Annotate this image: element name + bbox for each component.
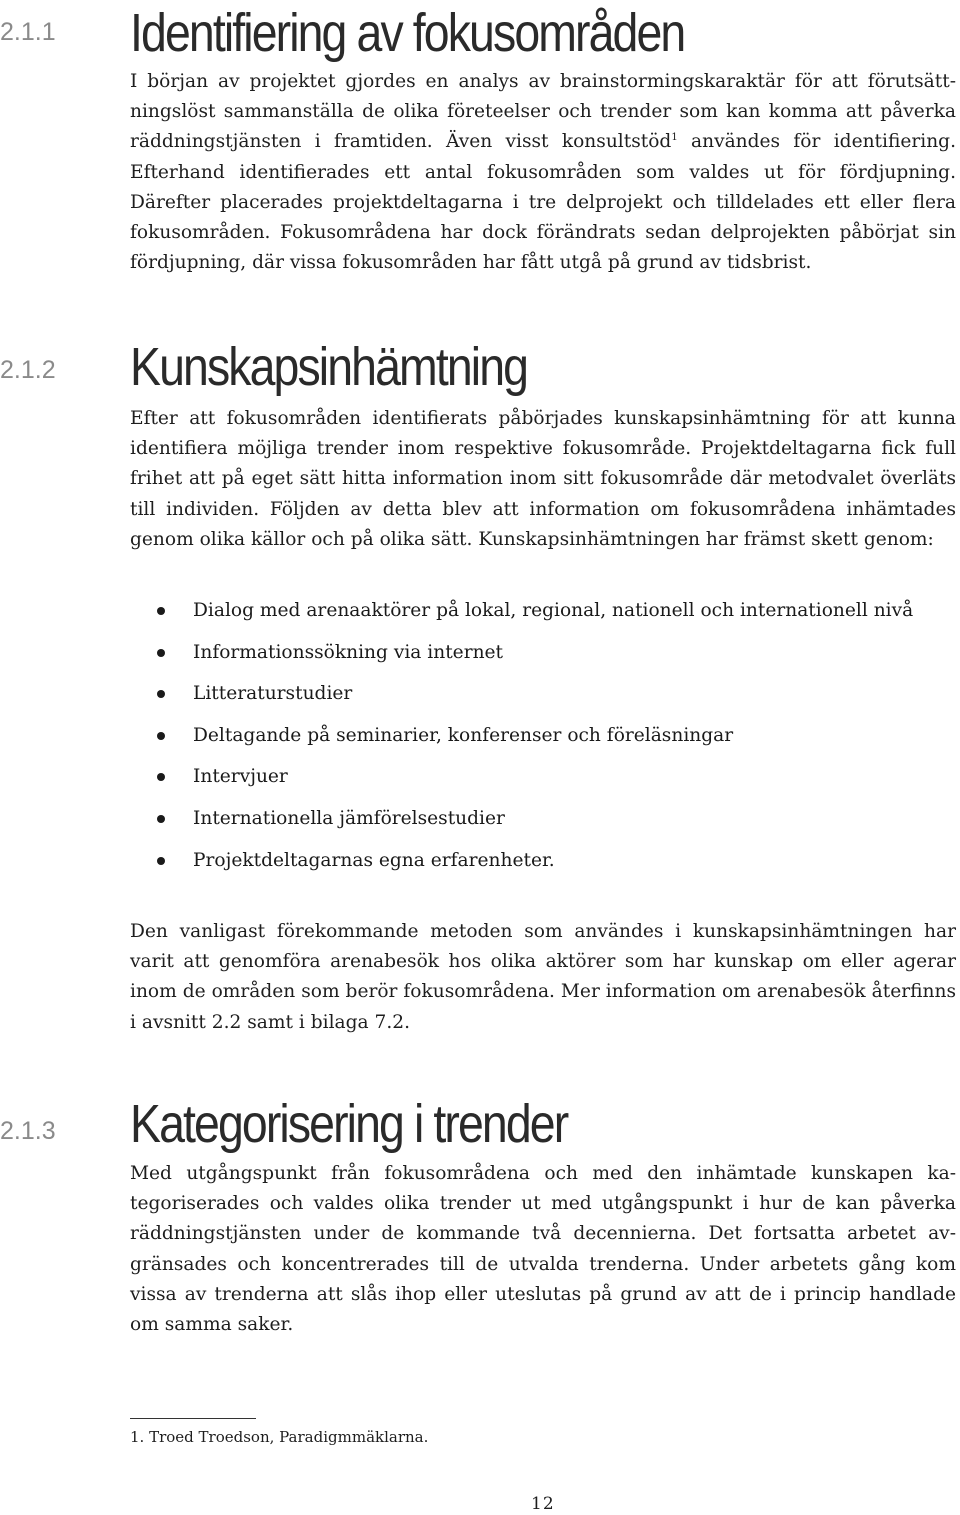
list-item: Litteraturstudier <box>130 679 956 721</box>
page-number: 12 <box>531 1494 555 1514</box>
bullet-icon <box>157 773 165 781</box>
paragraph-text: användes för identifiering. Efterhand identifierades ett antal fokusområden som valdes ut för fördjupning. Därefter placerades projektdeltagarna i tre delprojekt och tilldelades ett eller flera fokusområden. Fokusområdena har dock förändrats sedan delprojekten påbörjat sin fördjupning, där vissa fokusområden har fått utgå på grund av tidsbrist. <box>130 131 956 274</box>
bullet-icon <box>157 732 165 740</box>
section-heading: Identifiering av fokusområden <box>130 3 685 63</box>
method-list <box>130 596 956 887</box>
list-item: Internationella jämförelsestudier <box>130 804 956 846</box>
list-item: Projektdeltagarnas egna erfarenheter. <box>130 846 956 888</box>
section-paragraph <box>130 67 956 278</box>
section-number: 2.1.1 <box>0 18 56 46</box>
section-paragraph: Med utgångspunkt från fokusområdena och med den inhämtade kunskapen kategoriserades och valdes olika trender ut med utgångspunkt i hur de kan påverka räddningstjänsten under de kommande två decennierna. Det fortsatta arbetet avgränsades och koncentrerades till de utvalda trenderna. Under arbetets gång kom vissa av trenderna att slås ihop eller uteslutas på grund av att de i princip handlade om samma saker. <box>130 1163 956 1336</box>
list-item: Informationssökning via internet <box>130 638 956 680</box>
section-number: 2.1.3 <box>0 1117 56 1145</box>
section-number: 2.1.2 <box>0 356 56 384</box>
section-outro-paragraph: Den vanligast förekommande metoden som användes i kunskapsinhämtningen har varit att genomföra arenabesök hos olika aktörer som har kunskap om eller agerar inom de områden som berör fokusområdena. Mer information om arenabesök återfinns i avsnitt 2.2 samt i bilaga 7.2. <box>130 921 956 1033</box>
bullet-icon <box>157 649 165 657</box>
footnote-divider <box>130 1418 256 1419</box>
section-heading: Kunskapsinhämtning <box>130 337 528 397</box>
bullet-icon <box>157 815 165 823</box>
list-item: Deltagande på seminarier, konferenser och föreläsningar <box>130 721 956 763</box>
paragraph-text: I början av projektet gjordes en analys av brainstormingskaraktär för att förutsättningslöst sammanställa de olika företeelser och trender som kan komma att påverka räddningstjänsten i framtiden. Även visst konsultstöd <box>130 71 956 153</box>
footnote-reference[interactable]: 1 <box>671 132 678 144</box>
section-heading: Kategorisering i trender <box>130 1094 568 1154</box>
section-intro-paragraph: Efter att fokusområden identifierats påbörjades kunskapsinhämtning för att kunna identifiera möjliga trender inom respektive fokusområde. Projektdeltagarna fick full frihet att på eget sätt hitta information inom sitt fokusområde där metodvalet överläts till individen. Följden av detta blev att information om fokusområdena inhämtades genom olika källor och på olika sätt. Kunskapsinhämtningen har främst skett genom: <box>130 408 956 550</box>
bullet-icon <box>157 607 165 615</box>
list-item: Intervjuer <box>130 762 956 804</box>
footnote: 1. Troed Troedson, Paradigmmäklarna. <box>130 1428 429 1446</box>
bullet-icon <box>157 690 165 698</box>
bullet-icon <box>157 857 165 865</box>
list-item: Dialog med arenaaktörer på lokal, regional, nationell och internationell nivå <box>130 596 956 638</box>
